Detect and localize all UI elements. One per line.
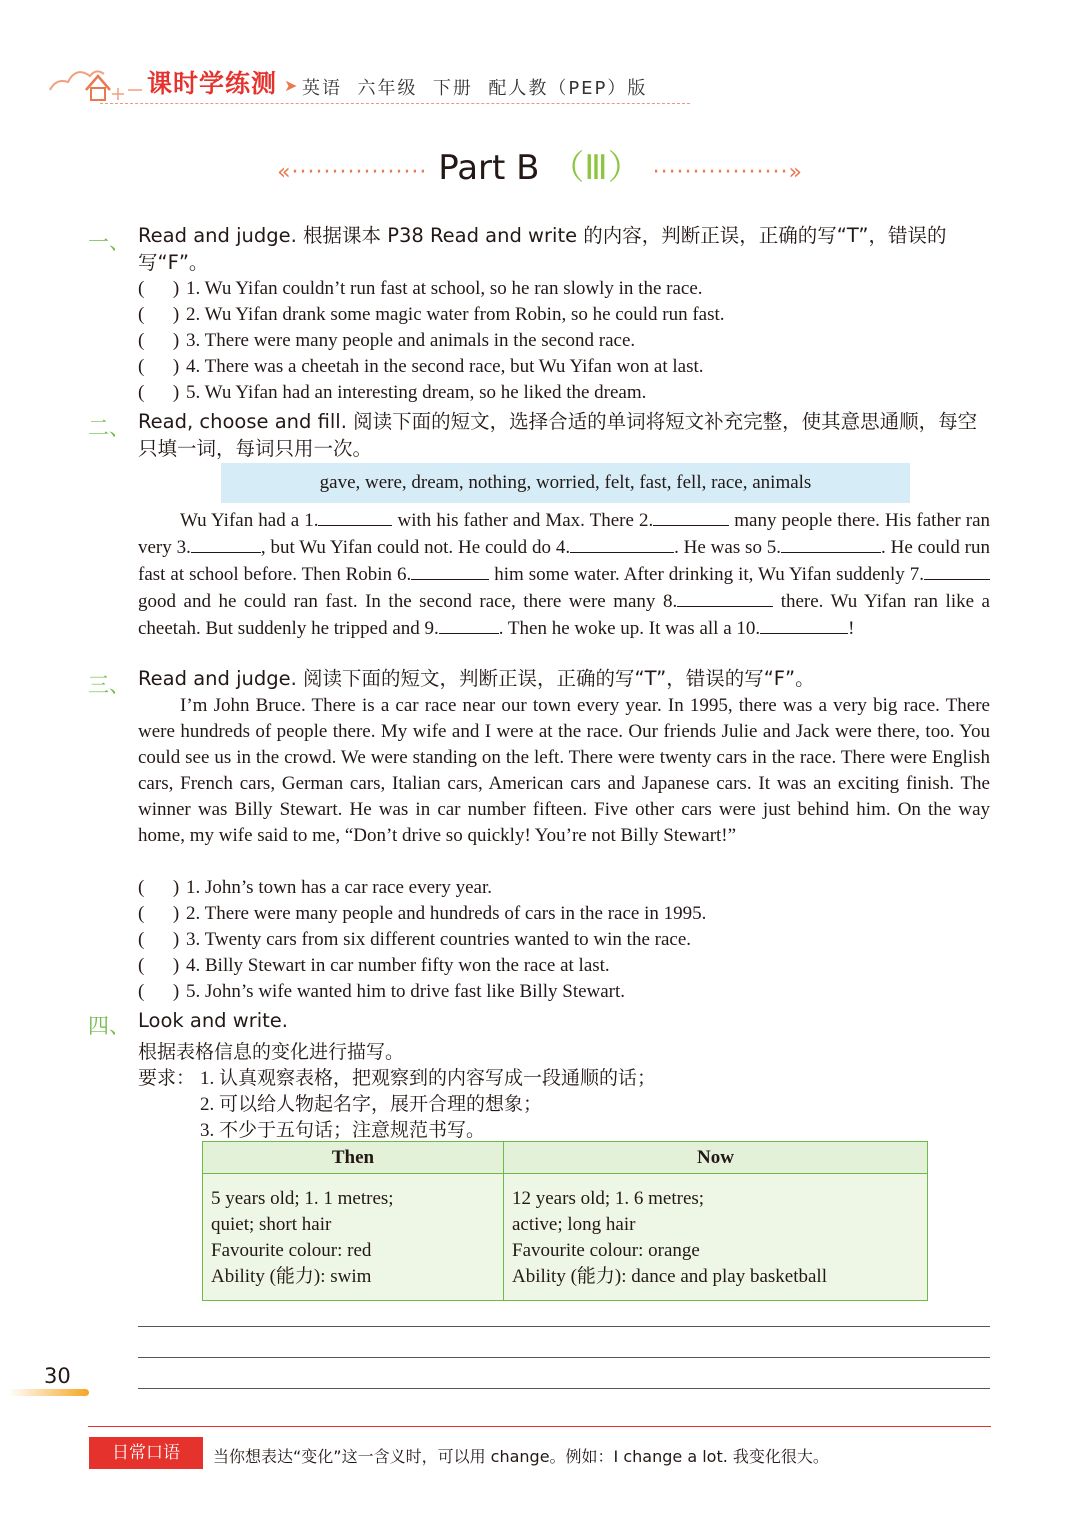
answer-paren[interactable]: ( )	[138, 903, 180, 924]
section2-heading: Read, choose and fill. 阅读下面的短文，选择合适的单词将短文补充完整，使其意思通顺，每空只填一词，每词只用一次。	[138, 410, 978, 460]
blank-3-label: 3.	[176, 537, 191, 558]
s3-item-1: ( ) 1. John’s town has a car race every year.	[138, 877, 492, 898]
s3-item-5: ( ) 5. John’s wife wanted him to drive fast like Billy Stewart.	[138, 981, 626, 1002]
req-1: 1. 认真观察表格，把观察到的内容写成一段通顺的话；	[200, 1068, 657, 1089]
section4-number: 四、	[88, 1014, 130, 1038]
page-number: 30	[44, 1364, 71, 1388]
cloze-passage: Wu Yifan had a 1. with his father and Max. There 2. many people there. His father ran very 3. , but Wu Yifan could not. He could do 4. . He was so 5. . He could run fast at school before. Then Robin 6. him some water. After drinking it, Wu Yifan suddenly 7. good and he could ran fast. In the second race, there were many 8. there. Wu Yifan ran like a cheetah. But suddenly he tripped and 9. . Then he woke up. It was all a 10. !	[138, 507, 990, 642]
answer-paren[interactable]: ( )	[138, 382, 180, 403]
blank-8[interactable]	[677, 588, 773, 607]
table-header-now: Now	[504, 1142, 928, 1174]
blank-6[interactable]	[411, 561, 489, 580]
page-number-bar	[8, 1389, 89, 1396]
section2-number: 二、	[88, 416, 130, 440]
s1-item-2: ( ) 2. Wu Yifan drank some magic water from Robin, so he could run fast.	[138, 304, 725, 325]
answer-paren[interactable]: ( )	[138, 981, 180, 1002]
blank-5[interactable]	[781, 534, 881, 553]
blank-3[interactable]	[191, 534, 261, 553]
blank-2[interactable]	[653, 507, 729, 526]
blank-2-label: 2.	[638, 510, 654, 531]
s3-item-3: ( ) 3. Twenty cars from six different countries wanted to win the race.	[138, 929, 692, 950]
blank-1[interactable]	[318, 507, 392, 526]
page-title-main: Part B	[438, 148, 540, 188]
section4-intro: 根据表格信息的变化进行描写。	[138, 1042, 405, 1063]
writing-line[interactable]	[138, 1357, 990, 1358]
now-cell: 12 years old; 1. 6 metres; active; long hair Favourite colour: orange Ability (能力): dance and play basketball	[504, 1174, 928, 1301]
footer-divider	[88, 1426, 991, 1427]
blank-7-label: 7.	[909, 564, 925, 585]
blank-10[interactable]	[760, 615, 848, 634]
header-subtitle: 英语 六年级 下册 配人教（PEP）版	[302, 78, 648, 99]
table-row	[203, 1174, 928, 1301]
house-logo-icon	[46, 60, 146, 104]
footer-tip: 当你想表达“变化”这一含义时，可以用 change。例如：I change a lot. 我变化很大。	[213, 1447, 829, 1466]
then-cell: 5 years old; 1. 1 metres; quiet; short hair Favourite colour: red Ability (能力): swim	[211, 1188, 394, 1287]
s3-item-2: ( ) 2. There were many people and hundreds of cars in the race in 1995.	[138, 903, 707, 924]
header-divider	[100, 103, 690, 104]
answer-paren[interactable]: ( )	[138, 330, 180, 351]
s1-item-5: ( ) 5. Wu Yifan had an interesting dream, so he liked the dream.	[138, 382, 647, 403]
blank-9[interactable]	[439, 615, 499, 634]
blank-4[interactable]	[570, 534, 674, 553]
section1-number: 一、	[88, 230, 130, 254]
word-bank: gave, were, dream, nothing, worried, felt, fast, fell, race, animals	[221, 463, 910, 503]
blank-5-label: 5.	[766, 537, 782, 558]
table-header-then: Then	[203, 1142, 504, 1174]
blank-9-label: 9.	[424, 618, 439, 639]
page-title-roman: （Ⅲ）	[550, 148, 642, 188]
right-chevron-icon: ·················»	[652, 160, 803, 185]
blank-10-label: 10.	[736, 618, 761, 639]
blank-8-label: 8.	[662, 591, 678, 612]
writing-line[interactable]	[138, 1388, 990, 1389]
blank-7[interactable]	[924, 561, 990, 580]
answer-paren[interactable]: ( )	[138, 929, 180, 950]
footer-badge: 日常口语	[89, 1437, 203, 1469]
section1-heading: Read and judge. 根据课本 P38 Read and write 的内容，判断正误，正确的写“T”，错误的写“F”。	[138, 224, 947, 274]
header-title: 课时学练测	[147, 69, 278, 98]
answer-paren[interactable]: ( )	[138, 877, 180, 898]
req-label: 要求：	[138, 1068, 196, 1089]
req-2: 2. 可以给人物起名字，展开合理的想象；	[200, 1094, 543, 1115]
blank-1-label: 1.	[304, 510, 319, 531]
compare-table	[202, 1141, 928, 1301]
header-arrow-icon: ➤	[284, 76, 298, 95]
page-title	[0, 140, 1080, 189]
answer-paren[interactable]: ( )	[138, 356, 180, 377]
req-3: 3. 不少于五句话；注意规范书写。	[200, 1120, 486, 1141]
section3-number: 三、	[88, 673, 130, 697]
blank-4-label: 4.	[555, 537, 571, 558]
reading-passage: I’m John Bruce. There is a car race near our town every year. In 1995, there was a very big race. There were hundreds of people there. My wife and I were at the race. Our friends Julie and Jack were there, too. You could see us in the crowd. We were standing on the left. There were twenty cars in the race. There were English cars, French cars, German cars, Italian cars, American cars and Japanese cars. It was an exciting finish. The winner was Billy Stewart. He was in car number fifteen. Five other cars were just behind him. On the way home, my wife said to me, “Don’t drive so quickly! You’re not Billy Stewart!”	[138, 695, 990, 846]
answer-paren[interactable]: ( )	[138, 955, 180, 976]
section4-heading: Look and write.	[138, 1009, 288, 1032]
s1-item-4: ( ) 4. There was a cheetah in the second race, but Wu Yifan won at last.	[138, 356, 704, 377]
blank-6-label: 6.	[397, 564, 412, 585]
writing-line[interactable]	[138, 1326, 990, 1327]
s1-item-3: ( ) 3. There were many people and animals in the second race.	[138, 330, 636, 351]
left-chevron-icon: «·················	[277, 160, 428, 185]
answer-paren[interactable]: ( )	[138, 304, 180, 325]
s1-item-1: ( ) 1. Wu Yifan couldn’t run fast at school, so he ran slowly in the race.	[138, 278, 703, 299]
section3-heading: Read and judge. 阅读下面的短文，判断正误，正确的写“T”，错误的写“F”。	[138, 667, 815, 690]
answer-paren[interactable]: ( )	[138, 278, 180, 299]
s3-item-4: ( ) 4. Billy Stewart in car number fifty won the race at last.	[138, 955, 610, 976]
